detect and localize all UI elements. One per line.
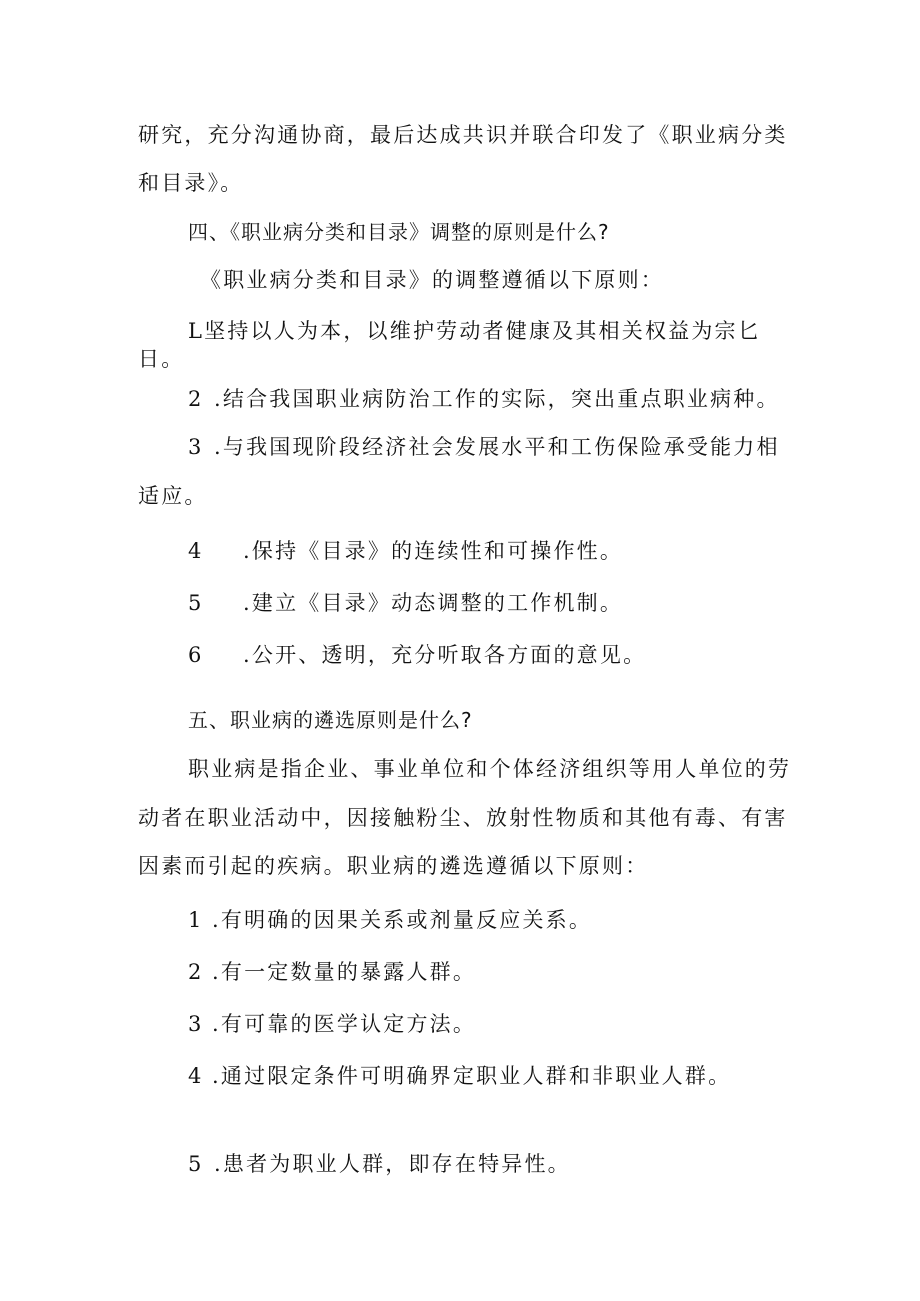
paragraph-line: 研究，充分沟通协商，最后达成共识并联合印发了《职业病分类 [138, 123, 788, 147]
list-text: .建立《目录》动态调整的工作机制。 [243, 591, 624, 615]
list-number: 4 [188, 1064, 204, 1088]
list-number: 4 [188, 539, 204, 563]
section-heading-4: 四、《职业病分类和目录》调整的原则是什么? [188, 220, 610, 244]
list-number: 2 [188, 960, 204, 984]
list-item [188, 1061, 731, 1091]
list-number: 6 [188, 643, 204, 667]
list-text: .结合我国职业病防治工作的实际，突出重点职业病种。 [214, 387, 780, 411]
list-item [188, 536, 623, 566]
list-number: 3 [188, 435, 204, 459]
list-item [188, 957, 476, 987]
list-number: 5 [188, 1152, 204, 1176]
list-text: .有可靠的医学认定方法。 [212, 1012, 477, 1036]
list-number: 5 [188, 591, 204, 615]
list-text: .公开、透明，充分听取各方面的意见。 [243, 643, 647, 667]
list-text: .与我国现阶段经济社会发展水平和工伤保险承受能力相 [214, 435, 780, 459]
paragraph-line: 《职业病分类和目录》的调整遵循以下原则： [200, 268, 664, 292]
section-heading-5: 五、职业病的遴选原则是什么? [188, 708, 473, 732]
list-number: 3 [188, 1012, 204, 1036]
list-item [188, 384, 780, 414]
list-item [188, 905, 592, 935]
list-text: .有明确的因果关系或剂量反应关系。 [212, 908, 593, 932]
list-number: 1 [188, 908, 204, 932]
list-number: 2 [188, 387, 204, 411]
paragraph-line: 和目录》。 [138, 171, 244, 195]
list-item [188, 1149, 571, 1179]
list-item [188, 588, 623, 618]
list-text: .保持《目录》的连续性和可操作性。 [243, 539, 624, 563]
paragraph-line: 因素而引起的疾病。职业病的遴选遵循以下原则： [138, 854, 649, 878]
list-text: .通过限定条件可明确界定职业人群和非职业人群。 [212, 1064, 732, 1088]
list-item [188, 640, 646, 670]
paragraph-line: 动者在职业活动中，因接触粉尘、放射性物质和其他有毒、有害 [138, 806, 788, 830]
list-text: .患者为职业人群，即存在特异性。 [214, 1152, 571, 1176]
paragraph-line: 职业病是指企业、事业单位和个体经济组织等用人单位的劳 [188, 757, 792, 781]
list-text: .有一定数量的暴露人群。 [212, 960, 477, 984]
list-item [188, 1009, 476, 1039]
list-item: L坚持以人为本，以维护劳动者健康及其相关权益为宗匕 [188, 319, 761, 343]
list-item-continuation: 适应。 [138, 484, 208, 508]
list-item [188, 432, 780, 462]
list-item-continuation: 日。 [138, 347, 185, 371]
